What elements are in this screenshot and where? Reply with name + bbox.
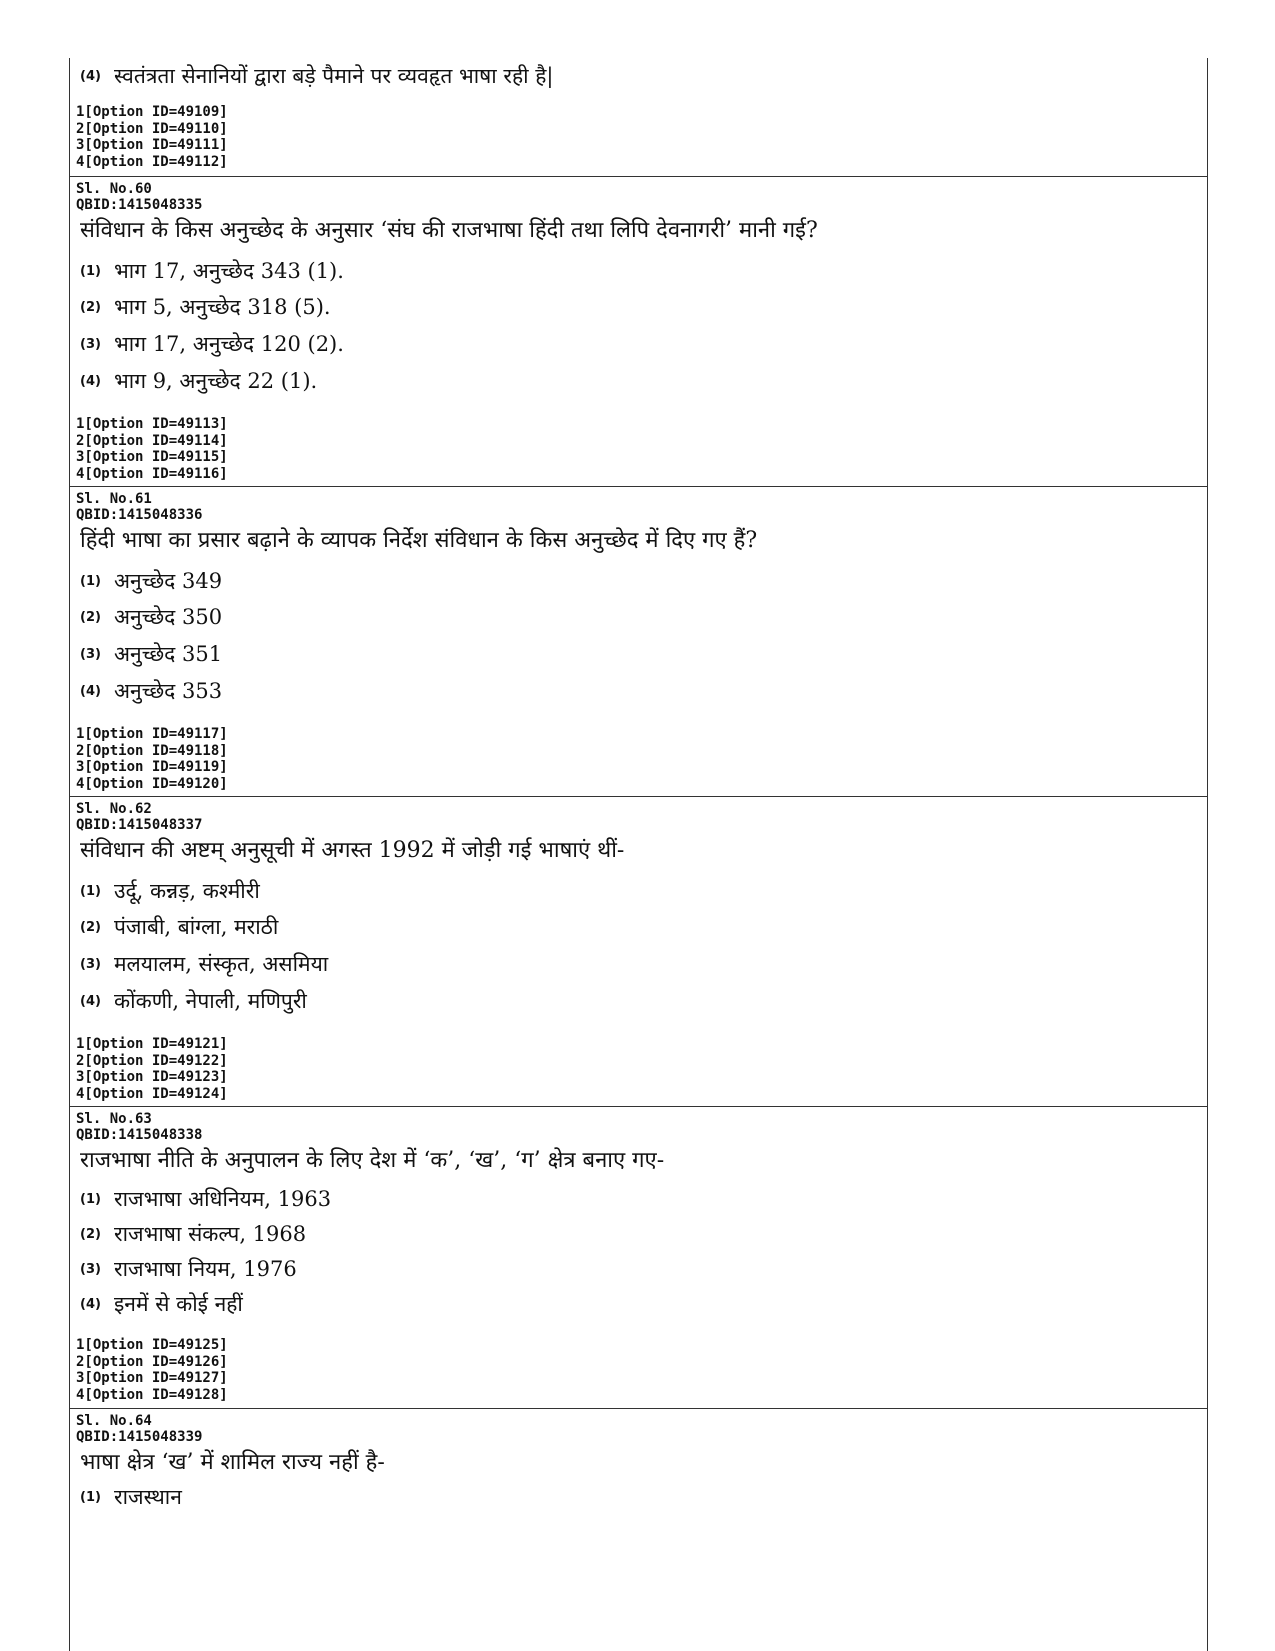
option-number: (4) bbox=[80, 68, 101, 84]
option-row bbox=[80, 257, 344, 285]
option-number: (1) bbox=[80, 883, 101, 899]
qbid: QBID:1415048337 bbox=[76, 817, 203, 833]
option-text: स्वतंत्रता सेनानियों द्वारा बड़े पैमाने पर व्यवहृत भाषा रही है| bbox=[114, 64, 554, 88]
option-text: भाग 5, अनुच्छेद 318 (5). bbox=[114, 295, 331, 319]
option-text: भाग 17, अनुच्छेद 343 (1). bbox=[114, 259, 344, 283]
option-id-list bbox=[76, 726, 228, 792]
option-id-list bbox=[76, 1036, 228, 1102]
option-id: 3[Option ID=49119] bbox=[76, 759, 228, 775]
option-row bbox=[80, 330, 344, 358]
question-block-64 bbox=[70, 1408, 1207, 1529]
question-block-62 bbox=[70, 796, 1207, 1107]
option-row bbox=[80, 603, 222, 631]
qbid: QBID:1415048335 bbox=[76, 197, 203, 213]
serial-number: Sl. No.64 bbox=[76, 1413, 152, 1429]
option-id: 1[Option ID=49113] bbox=[76, 416, 228, 432]
option-row bbox=[80, 567, 222, 595]
option-number: (2) bbox=[80, 299, 101, 315]
option-row bbox=[80, 877, 260, 905]
option-row bbox=[80, 640, 222, 668]
option-row bbox=[80, 1220, 306, 1248]
option-id-list bbox=[76, 104, 228, 170]
question-block-63 bbox=[70, 1106, 1207, 1409]
serial-number: Sl. No.61 bbox=[76, 491, 152, 507]
option-number: (4) bbox=[80, 683, 101, 699]
option-id: 4[Option ID=49128] bbox=[76, 1386, 228, 1403]
option-row bbox=[80, 1185, 331, 1213]
qbid: QBID:1415048339 bbox=[76, 1429, 203, 1445]
serial-number: Sl. No.62 bbox=[76, 801, 152, 817]
option-text: अनुच्छेद 350 bbox=[114, 605, 223, 629]
option-id: 2[Option ID=49118] bbox=[76, 742, 228, 759]
option-number: (2) bbox=[80, 1226, 101, 1242]
option-row bbox=[80, 62, 554, 90]
option-text: कोंकणी, नेपाली, मणिपुरी bbox=[114, 989, 307, 1013]
option-number: (3) bbox=[80, 336, 101, 352]
option-row bbox=[80, 1255, 297, 1283]
question-text: भाषा क्षेत्र ‘ख’ में शामिल राज्य नहीं है- bbox=[80, 1450, 385, 1475]
option-id: 2[Option ID=49114] bbox=[76, 432, 228, 449]
option-number: (1) bbox=[80, 1191, 101, 1207]
option-id: 3[Option ID=49115] bbox=[76, 449, 228, 465]
option-row bbox=[80, 367, 317, 395]
option-id: 2[Option ID=49122] bbox=[76, 1052, 228, 1069]
option-text: भाग 17, अनुच्छेद 120 (2). bbox=[114, 332, 344, 356]
option-id: 1[Option ID=49121] bbox=[76, 1036, 228, 1052]
option-text: राजस्थान bbox=[114, 1485, 182, 1509]
option-number: (4) bbox=[80, 1296, 101, 1312]
option-text: भाग 9, अनुच्छेद 22 (1). bbox=[114, 369, 318, 393]
option-id: 2[Option ID=49126] bbox=[76, 1353, 228, 1370]
question-block-61 bbox=[70, 486, 1207, 797]
qbid: QBID:1415048338 bbox=[76, 1127, 203, 1143]
option-number: (1) bbox=[80, 1489, 101, 1505]
option-number: (3) bbox=[80, 1261, 101, 1277]
option-row bbox=[80, 987, 307, 1015]
option-id: 4[Option ID=49112] bbox=[76, 153, 228, 170]
option-id-list bbox=[76, 416, 228, 482]
question-block-60 bbox=[70, 176, 1207, 487]
option-text: इनमें से कोई नहीं bbox=[114, 1292, 243, 1316]
option-text: उर्दू, कन्नड़, कश्मीरी bbox=[114, 879, 260, 903]
option-row bbox=[80, 950, 328, 978]
option-id: 4[Option ID=49116] bbox=[76, 465, 228, 482]
option-text: राजभाषा संकल्प, 1968 bbox=[114, 1222, 307, 1246]
option-row bbox=[80, 1483, 182, 1511]
option-row bbox=[80, 913, 278, 941]
option-id: 1[Option ID=49125] bbox=[76, 1337, 228, 1353]
option-text: पंजाबी, बांग्ला, मराठी bbox=[114, 915, 279, 939]
option-id: 1[Option ID=49109] bbox=[76, 104, 228, 120]
option-row bbox=[80, 293, 331, 321]
option-id: 1[Option ID=49117] bbox=[76, 726, 228, 742]
option-number: (4) bbox=[80, 993, 101, 1009]
option-id: 3[Option ID=49123] bbox=[76, 1069, 228, 1085]
question-text: राजभाषा नीति के अनुपालन के लिए देश में ‘क’, ‘ख’, ‘ग’ क्षेत्र बनाए गए- bbox=[80, 1148, 665, 1173]
carry-over-block bbox=[70, 58, 1207, 176]
option-number: (3) bbox=[80, 646, 101, 662]
question-text: संविधान के किस अनुच्छेद के अनुसार ‘संघ की राजभाषा हिंदी तथा लिपि देवनागरी’ मानी गई? bbox=[80, 218, 818, 243]
option-number: (2) bbox=[80, 609, 101, 625]
option-id: 2[Option ID=49110] bbox=[76, 120, 228, 137]
question-paper-page bbox=[69, 58, 1208, 1651]
option-id-list bbox=[76, 1337, 228, 1403]
option-id: 4[Option ID=49124] bbox=[76, 1085, 228, 1102]
option-row bbox=[80, 677, 222, 705]
option-text: राजभाषा नियम, 1976 bbox=[114, 1257, 297, 1281]
serial-number: Sl. No.63 bbox=[76, 1111, 152, 1127]
option-number: (1) bbox=[80, 263, 101, 279]
question-text: संविधान की अष्टम् अनुसूची में अगस्त 1992 में जोड़ी गई भाषाएं थीं- bbox=[80, 838, 625, 863]
option-number: (2) bbox=[80, 919, 101, 935]
option-row bbox=[80, 1290, 243, 1318]
question-text: हिंदी भाषा का प्रसार बढ़ाने के व्यापक निर्देश संविधान के किस अनुच्छेद में दिए गए हैं? bbox=[80, 528, 758, 553]
option-id: 4[Option ID=49120] bbox=[76, 775, 228, 792]
serial-number: Sl. No.60 bbox=[76, 181, 152, 197]
option-text: मलयालम, संस्कृत, असमिया bbox=[114, 952, 329, 976]
option-number: (1) bbox=[80, 573, 101, 589]
option-number: (4) bbox=[80, 373, 101, 389]
option-text: अनुच्छेद 349 bbox=[114, 569, 223, 593]
option-text: अनुच्छेद 353 bbox=[114, 679, 223, 703]
qbid: QBID:1415048336 bbox=[76, 507, 203, 523]
option-id: 3[Option ID=49111] bbox=[76, 137, 228, 153]
option-number: (3) bbox=[80, 956, 101, 972]
option-id: 3[Option ID=49127] bbox=[76, 1370, 228, 1386]
option-text: अनुच्छेद 351 bbox=[114, 642, 223, 666]
option-text: राजभाषा अधिनियम, 1963 bbox=[114, 1187, 332, 1211]
